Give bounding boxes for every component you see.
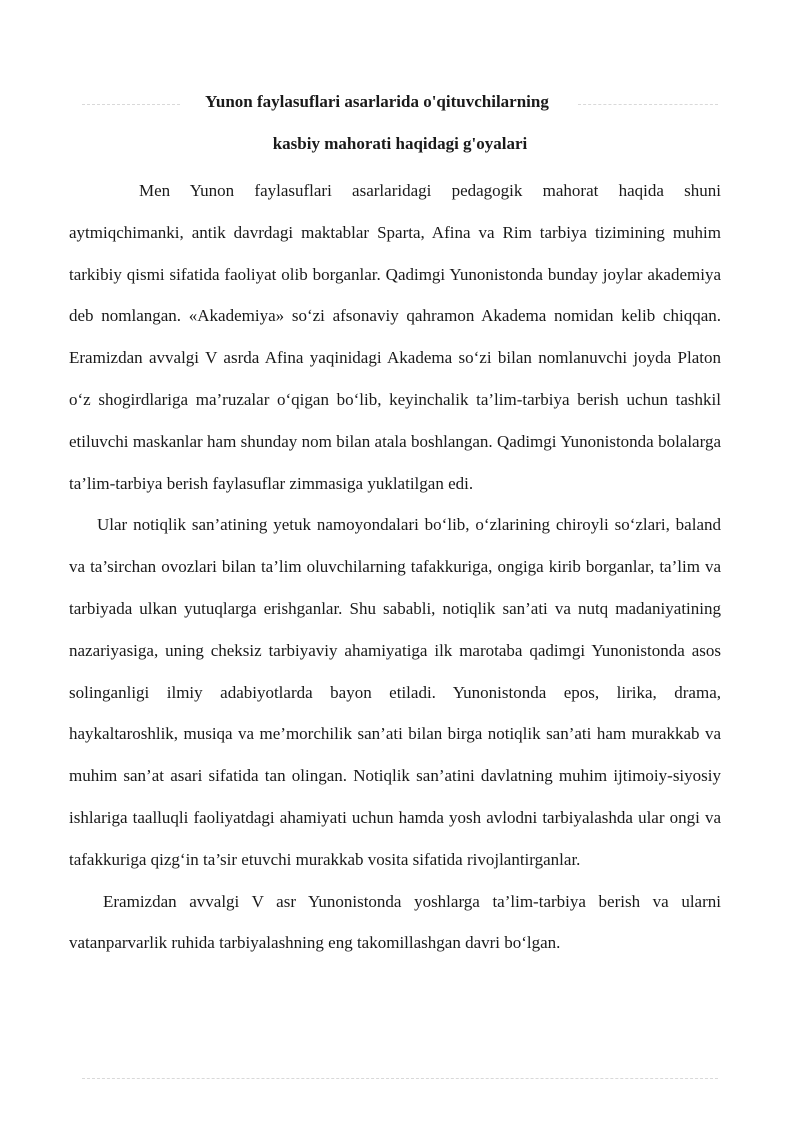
paragraph-2: Ular notiqlik san’atining yetuk namoyondalari bo‘lib, o‘zlarining chiroyli so‘zlari, baland va ta’sirchan ovozlari bilan ta’lim oluvchilarning tafakkuriga, ongiga kirib borganlar, ta’lim va tarbiyada ulkan yutuqlarga erishganlar. Shu sababli, notiqlik san’ati va nutq madaniyatining nazariyasiga, uning cheksiz tarbiyaviy ahamiyatiga ilk marotaba qadimgi Yunonistonda asos solinganligi ilmiy adabiyotlarda bayon etiladi. Yunonistonda epos, lirika, drama, haykaltaroshlik, musiqa va me’morchilik san’ati bilan birga notiqlik san’ati ham murakkab va muhim san’at asari sifatida tan olingan. Notiqlik san’atini davlatning muhim ijtimoiy-siyosiy ishlariga taalluqli faoliyatdagi ahamiyati uchun hamda yosh avlodni tarbiyalashda ular ongi va tafakkuriga qizg‘in ta’sir etuvchi murakkab vosita sifatida rivojlantirganlar. [69,515,721,869]
footer-divider [82,1078,718,1079]
paragraph-1: Men Yunon faylasuflari asarlaridagi pedagogik mahorat haqida shuni aytmiqchimanki, antik davrdagi maktablar Sparta, Afina va Rim tarbiya tizimining muhim tarkibiy qismi sifatida faoliyat olib borganlar. Qadimgi Yunonistonda bunday joylar akademiya deb nomlangan. «Akademiya» so‘zi afsonaviy qahramon Akadema nomidan kelib chiqqan. Eramizdan avvalgi V asrda Afina yaqinidagi Akadema so‘zi bilan nomlanuvchi joyda Platon o‘z shogirdlariga ma’ruzalar o‘qigan bo‘lib, keyinchalik ta’lim-tarbiya berish uchun tashkil etiluvchi maskanlar ham shunday nom bilan atala boshlangan. Qadimgi Yunonistonda bolalarga ta’lim-tarbiya berish faylasuflar zimmasiga yuklatilgan edi. [69,181,721,493]
document-title-line-2: kasbiy mahorati haqidagi g'oyalari [272,134,528,153]
paragraph-3: Eramizdan avvalgi V asr Yunonistonda yoshlarga ta’lim-tarbiya berish va ularni vatanparvarlik ruhida tarbiyalashning eng takomillashgan davri bo‘lgan. [69,891,721,953]
document-body [69,170,721,964]
document-title-line-1: Yunon faylasuflari asarlarida o'qituvchilarning [205,92,549,111]
